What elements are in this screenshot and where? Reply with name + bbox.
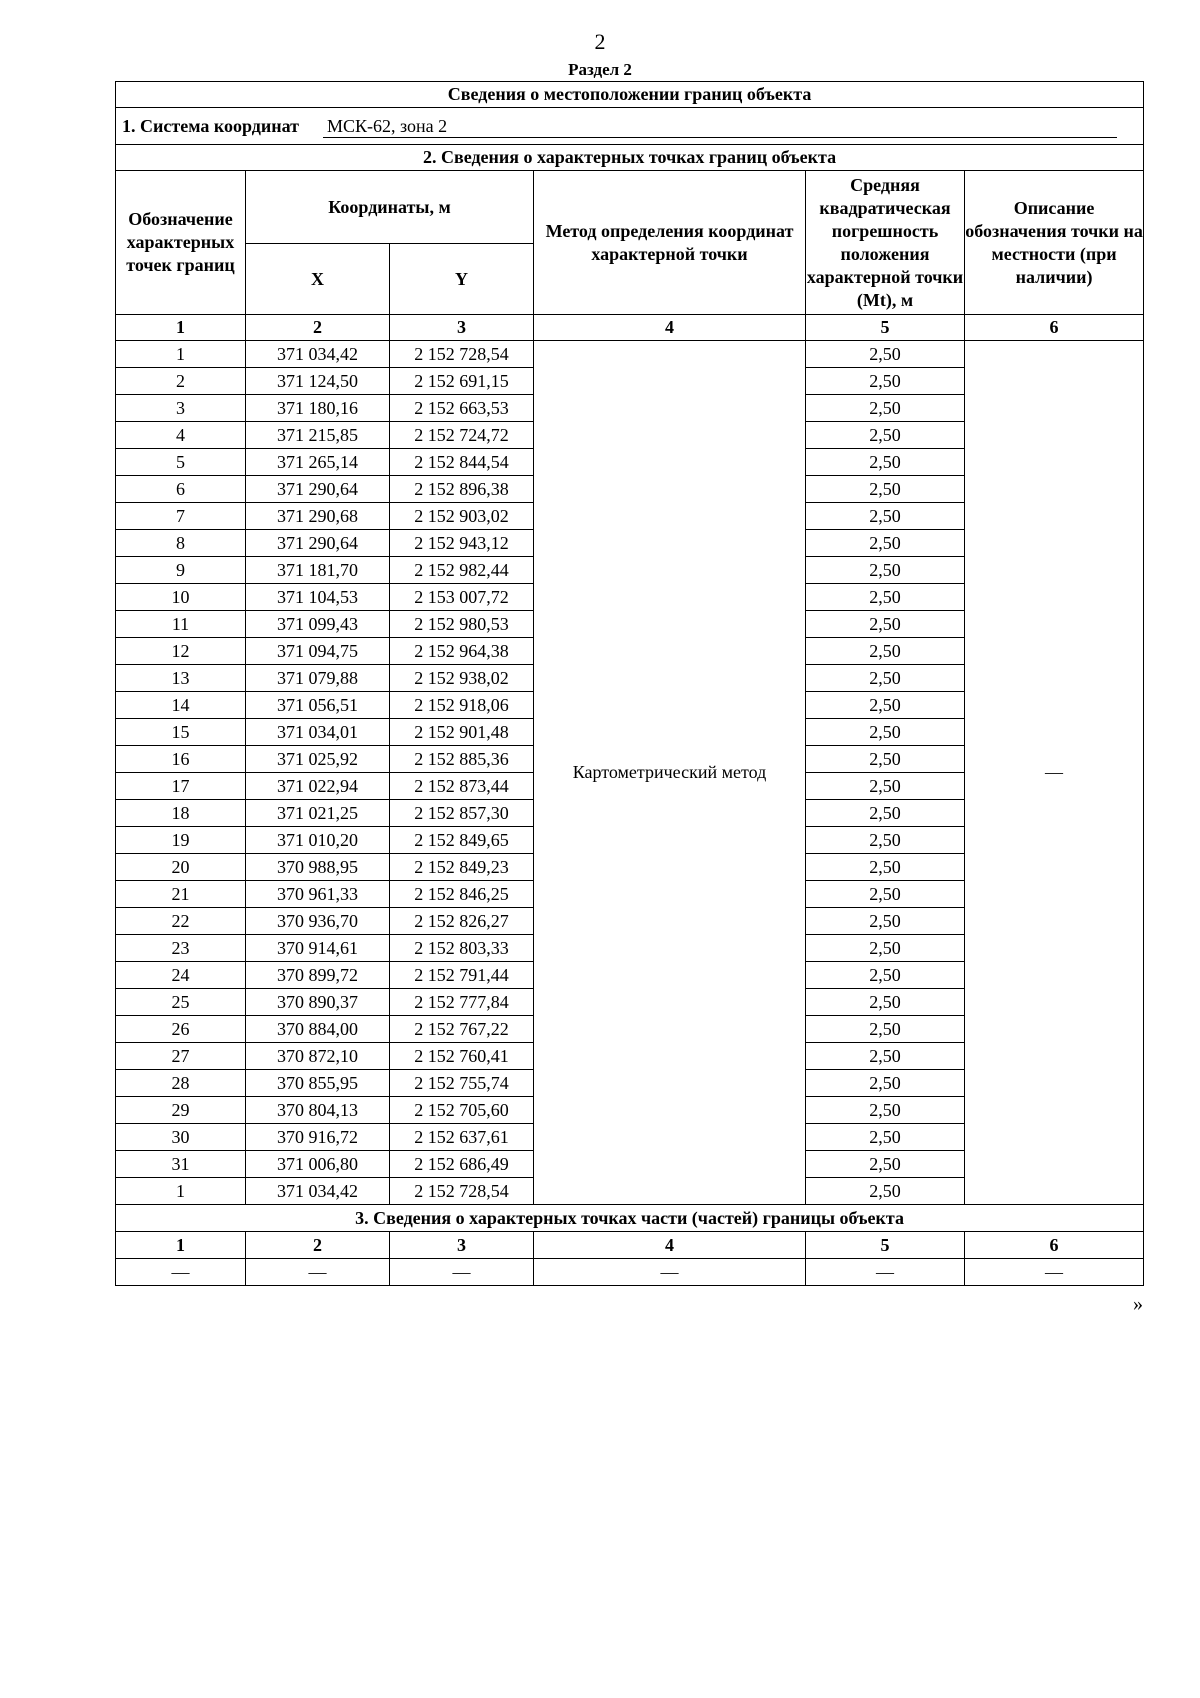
- x-coordinate-cell: 370 914,61: [246, 935, 390, 962]
- column-number: 3: [390, 1232, 534, 1259]
- accuracy-cell: 2,50: [806, 584, 965, 611]
- point-number-cell: 20: [116, 854, 246, 881]
- column-number: 1: [116, 315, 246, 341]
- coordinate-system-row: [116, 108, 1144, 145]
- point-number-cell: 19: [116, 827, 246, 854]
- y-coordinate-cell: 2 152 849,65: [390, 827, 534, 854]
- point-number-cell: 16: [116, 746, 246, 773]
- section3-cell: —: [246, 1259, 390, 1286]
- boundary-table: [115, 81, 1144, 1286]
- point-number-cell: 7: [116, 503, 246, 530]
- x-coordinate-cell: 370 916,72: [246, 1124, 390, 1151]
- header-method: Метод определения координат характерной точки: [534, 171, 806, 315]
- accuracy-cell: 2,50: [806, 800, 965, 827]
- y-coordinate-cell: 2 152 896,38: [390, 476, 534, 503]
- y-coordinate-cell: 2 152 663,53: [390, 395, 534, 422]
- accuracy-cell: 2,50: [806, 503, 965, 530]
- x-coordinate-cell: 370 884,00: [246, 1016, 390, 1043]
- column-number: 1: [116, 1232, 246, 1259]
- column-number: 4: [534, 315, 806, 341]
- x-coordinate-cell: 371 056,51: [246, 692, 390, 719]
- x-coordinate-cell: 371 034,42: [246, 1178, 390, 1205]
- x-coordinate-cell: 371 290,64: [246, 530, 390, 557]
- accuracy-cell: 2,50: [806, 692, 965, 719]
- header-coordinates: Координаты, м: [246, 171, 534, 244]
- accuracy-cell: 2,50: [806, 557, 965, 584]
- accuracy-cell: 2,50: [806, 746, 965, 773]
- table-row: [116, 341, 1144, 368]
- section-title: Раздел 2: [568, 60, 632, 79]
- x-coordinate-cell: 371 265,14: [246, 449, 390, 476]
- point-number-cell: 11: [116, 611, 246, 638]
- x-coordinate-cell: 370 936,70: [246, 908, 390, 935]
- y-coordinate-cell: 2 153 007,72: [390, 584, 534, 611]
- point-number-cell: 8: [116, 530, 246, 557]
- point-number-cell: 13: [116, 665, 246, 692]
- accuracy-cell: 2,50: [806, 530, 965, 557]
- point-number-cell: 4: [116, 422, 246, 449]
- header-x: X: [246, 244, 390, 315]
- y-coordinate-cell: 2 152 724,72: [390, 422, 534, 449]
- x-coordinate-cell: 370 855,95: [246, 1070, 390, 1097]
- x-coordinate-cell: 371 180,16: [246, 395, 390, 422]
- point-number-cell: 27: [116, 1043, 246, 1070]
- column-number: 5: [806, 315, 965, 341]
- y-coordinate-cell: 2 152 686,49: [390, 1151, 534, 1178]
- point-number-cell: 24: [116, 962, 246, 989]
- point-number-cell: 18: [116, 800, 246, 827]
- accuracy-cell: 2,50: [806, 854, 965, 881]
- x-coordinate-cell: 371 006,80: [246, 1151, 390, 1178]
- section3-cell: —: [965, 1259, 1144, 1286]
- accuracy-cell: 2,50: [806, 1178, 965, 1205]
- header-point-designation: Обозначение характерных точек границ: [116, 171, 246, 315]
- accuracy-cell: 2,50: [806, 449, 965, 476]
- y-coordinate-cell: 2 152 938,02: [390, 665, 534, 692]
- column-number: 4: [534, 1232, 806, 1259]
- page-number: 2: [594, 29, 606, 54]
- coordinate-system-label: 1. Система координат: [122, 115, 299, 136]
- accuracy-cell: 2,50: [806, 611, 965, 638]
- point-number-cell: 30: [116, 1124, 246, 1151]
- x-coordinate-cell: 371 104,53: [246, 584, 390, 611]
- column-numbers-row: [116, 315, 1144, 341]
- y-coordinate-cell: 2 152 982,44: [390, 557, 534, 584]
- accuracy-cell: 2,50: [806, 962, 965, 989]
- accuracy-cell: 2,50: [806, 1043, 965, 1070]
- x-coordinate-cell: 370 872,10: [246, 1043, 390, 1070]
- y-coordinate-cell: 2 152 803,33: [390, 935, 534, 962]
- y-coordinate-cell: 2 152 767,22: [390, 1016, 534, 1043]
- y-coordinate-cell: 2 152 844,54: [390, 449, 534, 476]
- section3-title: 3. Сведения о характерных точках части (частей) границы объекта: [116, 1205, 1144, 1232]
- accuracy-cell: 2,50: [806, 638, 965, 665]
- accuracy-cell: 2,50: [806, 1097, 965, 1124]
- y-coordinate-cell: 2 152 980,53: [390, 611, 534, 638]
- y-coordinate-cell: 2 152 777,84: [390, 989, 534, 1016]
- point-number-cell: 10: [116, 584, 246, 611]
- point-number-cell: 1: [116, 1178, 246, 1205]
- closing-quote-mark: »: [1133, 1293, 1143, 1315]
- section3-cell: —: [116, 1259, 246, 1286]
- x-coordinate-cell: 371 021,25: [246, 800, 390, 827]
- accuracy-cell: 2,50: [806, 989, 965, 1016]
- point-number-cell: 14: [116, 692, 246, 719]
- y-coordinate-cell: 2 152 637,61: [390, 1124, 534, 1151]
- x-coordinate-cell: 371 034,01: [246, 719, 390, 746]
- coordinate-system-value: МСК-62, зона 2: [323, 115, 1117, 138]
- y-coordinate-cell: 2 152 760,41: [390, 1043, 534, 1070]
- y-coordinate-cell: 2 152 846,25: [390, 881, 534, 908]
- section3-cell: —: [534, 1259, 806, 1286]
- header-description: Описание обозначения точки на местности (при наличии): [965, 171, 1144, 315]
- table-title: Сведения о местоположении границ объекта: [116, 82, 1144, 108]
- point-number-cell: 22: [116, 908, 246, 935]
- x-coordinate-cell: 370 899,72: [246, 962, 390, 989]
- accuracy-cell: 2,50: [806, 1016, 965, 1043]
- accuracy-cell: 2,50: [806, 665, 965, 692]
- description-cell: —: [965, 341, 1144, 1205]
- header-accuracy: Средняя квадратическая погрешность положения характерной точки (Mt), м: [806, 171, 965, 315]
- point-number-cell: 6: [116, 476, 246, 503]
- x-coordinate-cell: 371 099,43: [246, 611, 390, 638]
- section3-row: [116, 1259, 1144, 1286]
- column-number: 6: [965, 1232, 1144, 1259]
- accuracy-cell: 2,50: [806, 422, 965, 449]
- point-number-cell: 17: [116, 773, 246, 800]
- point-number-cell: 15: [116, 719, 246, 746]
- column-number: 2: [246, 1232, 390, 1259]
- section2-title: 2. Сведения о характерных точках границ объекта: [116, 145, 1144, 171]
- point-number-cell: 3: [116, 395, 246, 422]
- x-coordinate-cell: 371 290,64: [246, 476, 390, 503]
- method-cell: Картометрический метод: [534, 341, 806, 1205]
- y-coordinate-cell: 2 152 691,15: [390, 368, 534, 395]
- y-coordinate-cell: 2 152 826,27: [390, 908, 534, 935]
- column-number: 6: [965, 315, 1144, 341]
- point-number-cell: 25: [116, 989, 246, 1016]
- column-number: 5: [806, 1232, 965, 1259]
- y-coordinate-cell: 2 152 918,06: [390, 692, 534, 719]
- column-number: 3: [390, 315, 534, 341]
- x-coordinate-cell: 370 961,33: [246, 881, 390, 908]
- y-coordinate-cell: 2 152 885,36: [390, 746, 534, 773]
- x-coordinate-cell: 371 022,94: [246, 773, 390, 800]
- accuracy-cell: 2,50: [806, 908, 965, 935]
- y-coordinate-cell: 2 152 873,44: [390, 773, 534, 800]
- point-number-cell: 12: [116, 638, 246, 665]
- y-coordinate-cell: 2 152 728,54: [390, 1178, 534, 1205]
- point-number-cell: 26: [116, 1016, 246, 1043]
- x-coordinate-cell: 371 034,42: [246, 341, 390, 368]
- accuracy-cell: 2,50: [806, 1124, 965, 1151]
- point-number-cell: 9: [116, 557, 246, 584]
- section3-cell: —: [806, 1259, 965, 1286]
- x-coordinate-cell: 371 215,85: [246, 422, 390, 449]
- y-coordinate-cell: 2 152 964,38: [390, 638, 534, 665]
- point-number-cell: 23: [116, 935, 246, 962]
- x-coordinate-cell: 371 124,50: [246, 368, 390, 395]
- accuracy-cell: 2,50: [806, 719, 965, 746]
- y-coordinate-cell: 2 152 857,30: [390, 800, 534, 827]
- y-coordinate-cell: 2 152 705,60: [390, 1097, 534, 1124]
- column-number: 2: [246, 315, 390, 341]
- y-coordinate-cell: 2 152 849,23: [390, 854, 534, 881]
- accuracy-cell: 2,50: [806, 1151, 965, 1178]
- point-number-cell: 21: [116, 881, 246, 908]
- accuracy-cell: 2,50: [806, 881, 965, 908]
- y-coordinate-cell: 2 152 943,12: [390, 530, 534, 557]
- accuracy-cell: 2,50: [806, 827, 965, 854]
- point-number-cell: 2: [116, 368, 246, 395]
- x-coordinate-cell: 371 079,88: [246, 665, 390, 692]
- point-number-cell: 1: [116, 341, 246, 368]
- y-coordinate-cell: 2 152 901,48: [390, 719, 534, 746]
- accuracy-cell: 2,50: [806, 368, 965, 395]
- point-number-cell: 28: [116, 1070, 246, 1097]
- accuracy-cell: 2,50: [806, 773, 965, 800]
- x-coordinate-cell: 370 890,37: [246, 989, 390, 1016]
- accuracy-cell: 2,50: [806, 395, 965, 422]
- accuracy-cell: 2,50: [806, 1070, 965, 1097]
- point-number-cell: 31: [116, 1151, 246, 1178]
- x-coordinate-cell: 371 094,75: [246, 638, 390, 665]
- point-number-cell: 5: [116, 449, 246, 476]
- section3-cell: —: [390, 1259, 534, 1286]
- header-y: Y: [390, 244, 534, 315]
- column-numbers-row-2: [116, 1232, 1144, 1259]
- x-coordinate-cell: 371 290,68: [246, 503, 390, 530]
- x-coordinate-cell: 371 025,92: [246, 746, 390, 773]
- y-coordinate-cell: 2 152 755,74: [390, 1070, 534, 1097]
- x-coordinate-cell: 370 804,13: [246, 1097, 390, 1124]
- x-coordinate-cell: 370 988,95: [246, 854, 390, 881]
- y-coordinate-cell: 2 152 791,44: [390, 962, 534, 989]
- accuracy-cell: 2,50: [806, 341, 965, 368]
- point-number-cell: 29: [116, 1097, 246, 1124]
- x-coordinate-cell: 371 181,70: [246, 557, 390, 584]
- accuracy-cell: 2,50: [806, 935, 965, 962]
- y-coordinate-cell: 2 152 728,54: [390, 341, 534, 368]
- accuracy-cell: 2,50: [806, 476, 965, 503]
- x-coordinate-cell: 371 010,20: [246, 827, 390, 854]
- y-coordinate-cell: 2 152 903,02: [390, 503, 534, 530]
